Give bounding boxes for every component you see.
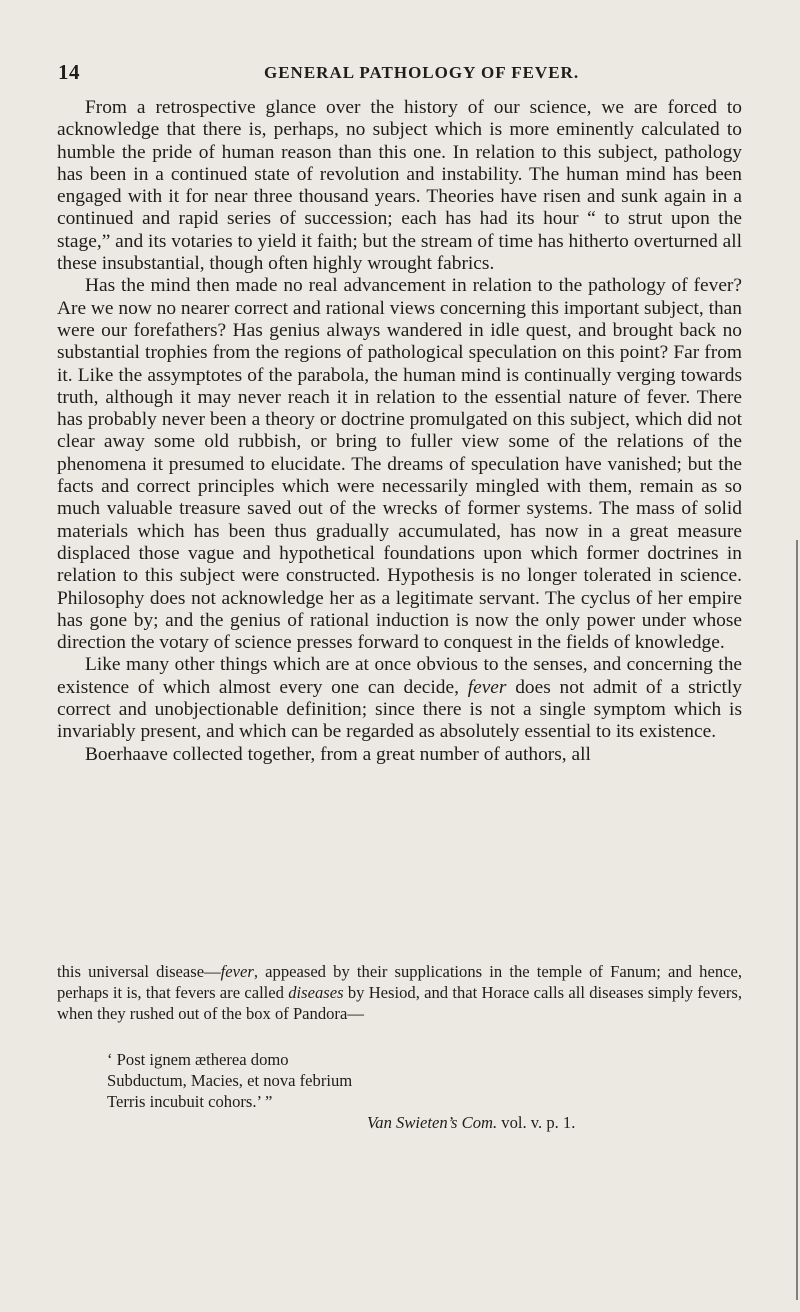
paragraph-text: does not admit of a strictly correct and unobjectionable definition; since there is not a single symptom which is invariably present, and which can be regarded as absolutely essential to its existence. bbox=[57, 676, 742, 743]
page-number: 14 bbox=[58, 60, 80, 84]
page-edge-shadow bbox=[796, 540, 798, 1300]
running-title: GENERAL PATHOLOGY OF FEVER. bbox=[264, 63, 580, 82]
page-header bbox=[40, 60, 760, 88]
verse-line: Terris incubuit cohors.’ ” bbox=[107, 1092, 273, 1111]
paragraph-text: Like many other things which are at once obvious to the senses, and concerning the existence of which almost every one can decide, bbox=[57, 654, 742, 698]
footnote-segment: this universal disease— bbox=[57, 962, 221, 981]
latin-verse bbox=[107, 1049, 667, 1112]
body-text bbox=[57, 97, 742, 766]
verse-line: Subductum, Macies, et nova febrium bbox=[107, 1071, 353, 1090]
footnote-segment: , appeased by their supplications in the temple of Fanum; and hence, perhaps it is, that fevers are called bbox=[57, 962, 742, 1002]
paragraph bbox=[57, 654, 742, 743]
italic-term: fever bbox=[220, 962, 254, 981]
footnote-text bbox=[57, 961, 742, 1024]
italic-term: diseases bbox=[288, 983, 344, 1002]
citation bbox=[367, 1112, 575, 1133]
citation-ref: vol. v. p. 1. bbox=[501, 1113, 576, 1132]
italic-term: fever bbox=[467, 676, 507, 698]
paragraph: From a retrospective glance over the history of our science, we are forced to acknowledge that there is, perhaps, no subject which is more eminently calculated to humble the pride of human reason than this one. In relation to this subject, pathology has been in a continued state of revolution and instability. The human mind has been engaged with it for near three thousand years. Theories have risen and sunk again in a continued and rapid series of succession; each has had its hour “ to strut upon the stage,” and its votaries to yield it faith; but the stream of time has hitherto overturned all these insubstantial, though often highly wrought fabrics. bbox=[57, 97, 742, 275]
footnote bbox=[57, 961, 742, 1024]
paragraph: Boerhaave collected together, from a great number of authors, all bbox=[85, 743, 591, 765]
paragraph: Has the mind then made no real advancement in relation to the pathology of fever? Are we now no nearer correct and rational views concerning this important subject, than were our forefathers? Has genius always wandered in idle quest, and brought back no substantial trophies from the regions of pathological speculation on this point? Far from it. Like the assymptotes of the parabola, the human mind is continually verging towards truth, although it may never reach it in relation to the essential nature of fever. There has probably never been a theory or doctrine promulgated on this subject, which did not clear away some old rubbish, or bring to fuller view some of the relations of the phenomena it presumed to elucidate. The dreams of speculation have vanished; but the facts and correct principles which were necessarily mingled with them, remain as so much valuable treasure saved out of the wrecks of former systems. The mass of solid materials which has been thus gradually accumulated, has now in a great measure displaced those vague and hypothetical foundations upon which former doctrines in relation to this subject were constructed. Hypothesis is no longer tolerated in science. Philosophy does not acknowledge her as a legitimate servant. The cyclus of her empire has gone by; and the genius of rational induction is now the only power under whose direction the votary of science presses forward to conquest in the fields of knowledge. bbox=[57, 275, 742, 654]
footnote-segment: by Hesiod, and that Horace calls all diseases simply fevers, when they rushed out of the box of Pandora— bbox=[57, 983, 742, 1023]
citation-title: Van Swieten’s Com. bbox=[367, 1113, 498, 1132]
verse-line: ‘ Post ignem ætherea domo bbox=[107, 1050, 289, 1069]
